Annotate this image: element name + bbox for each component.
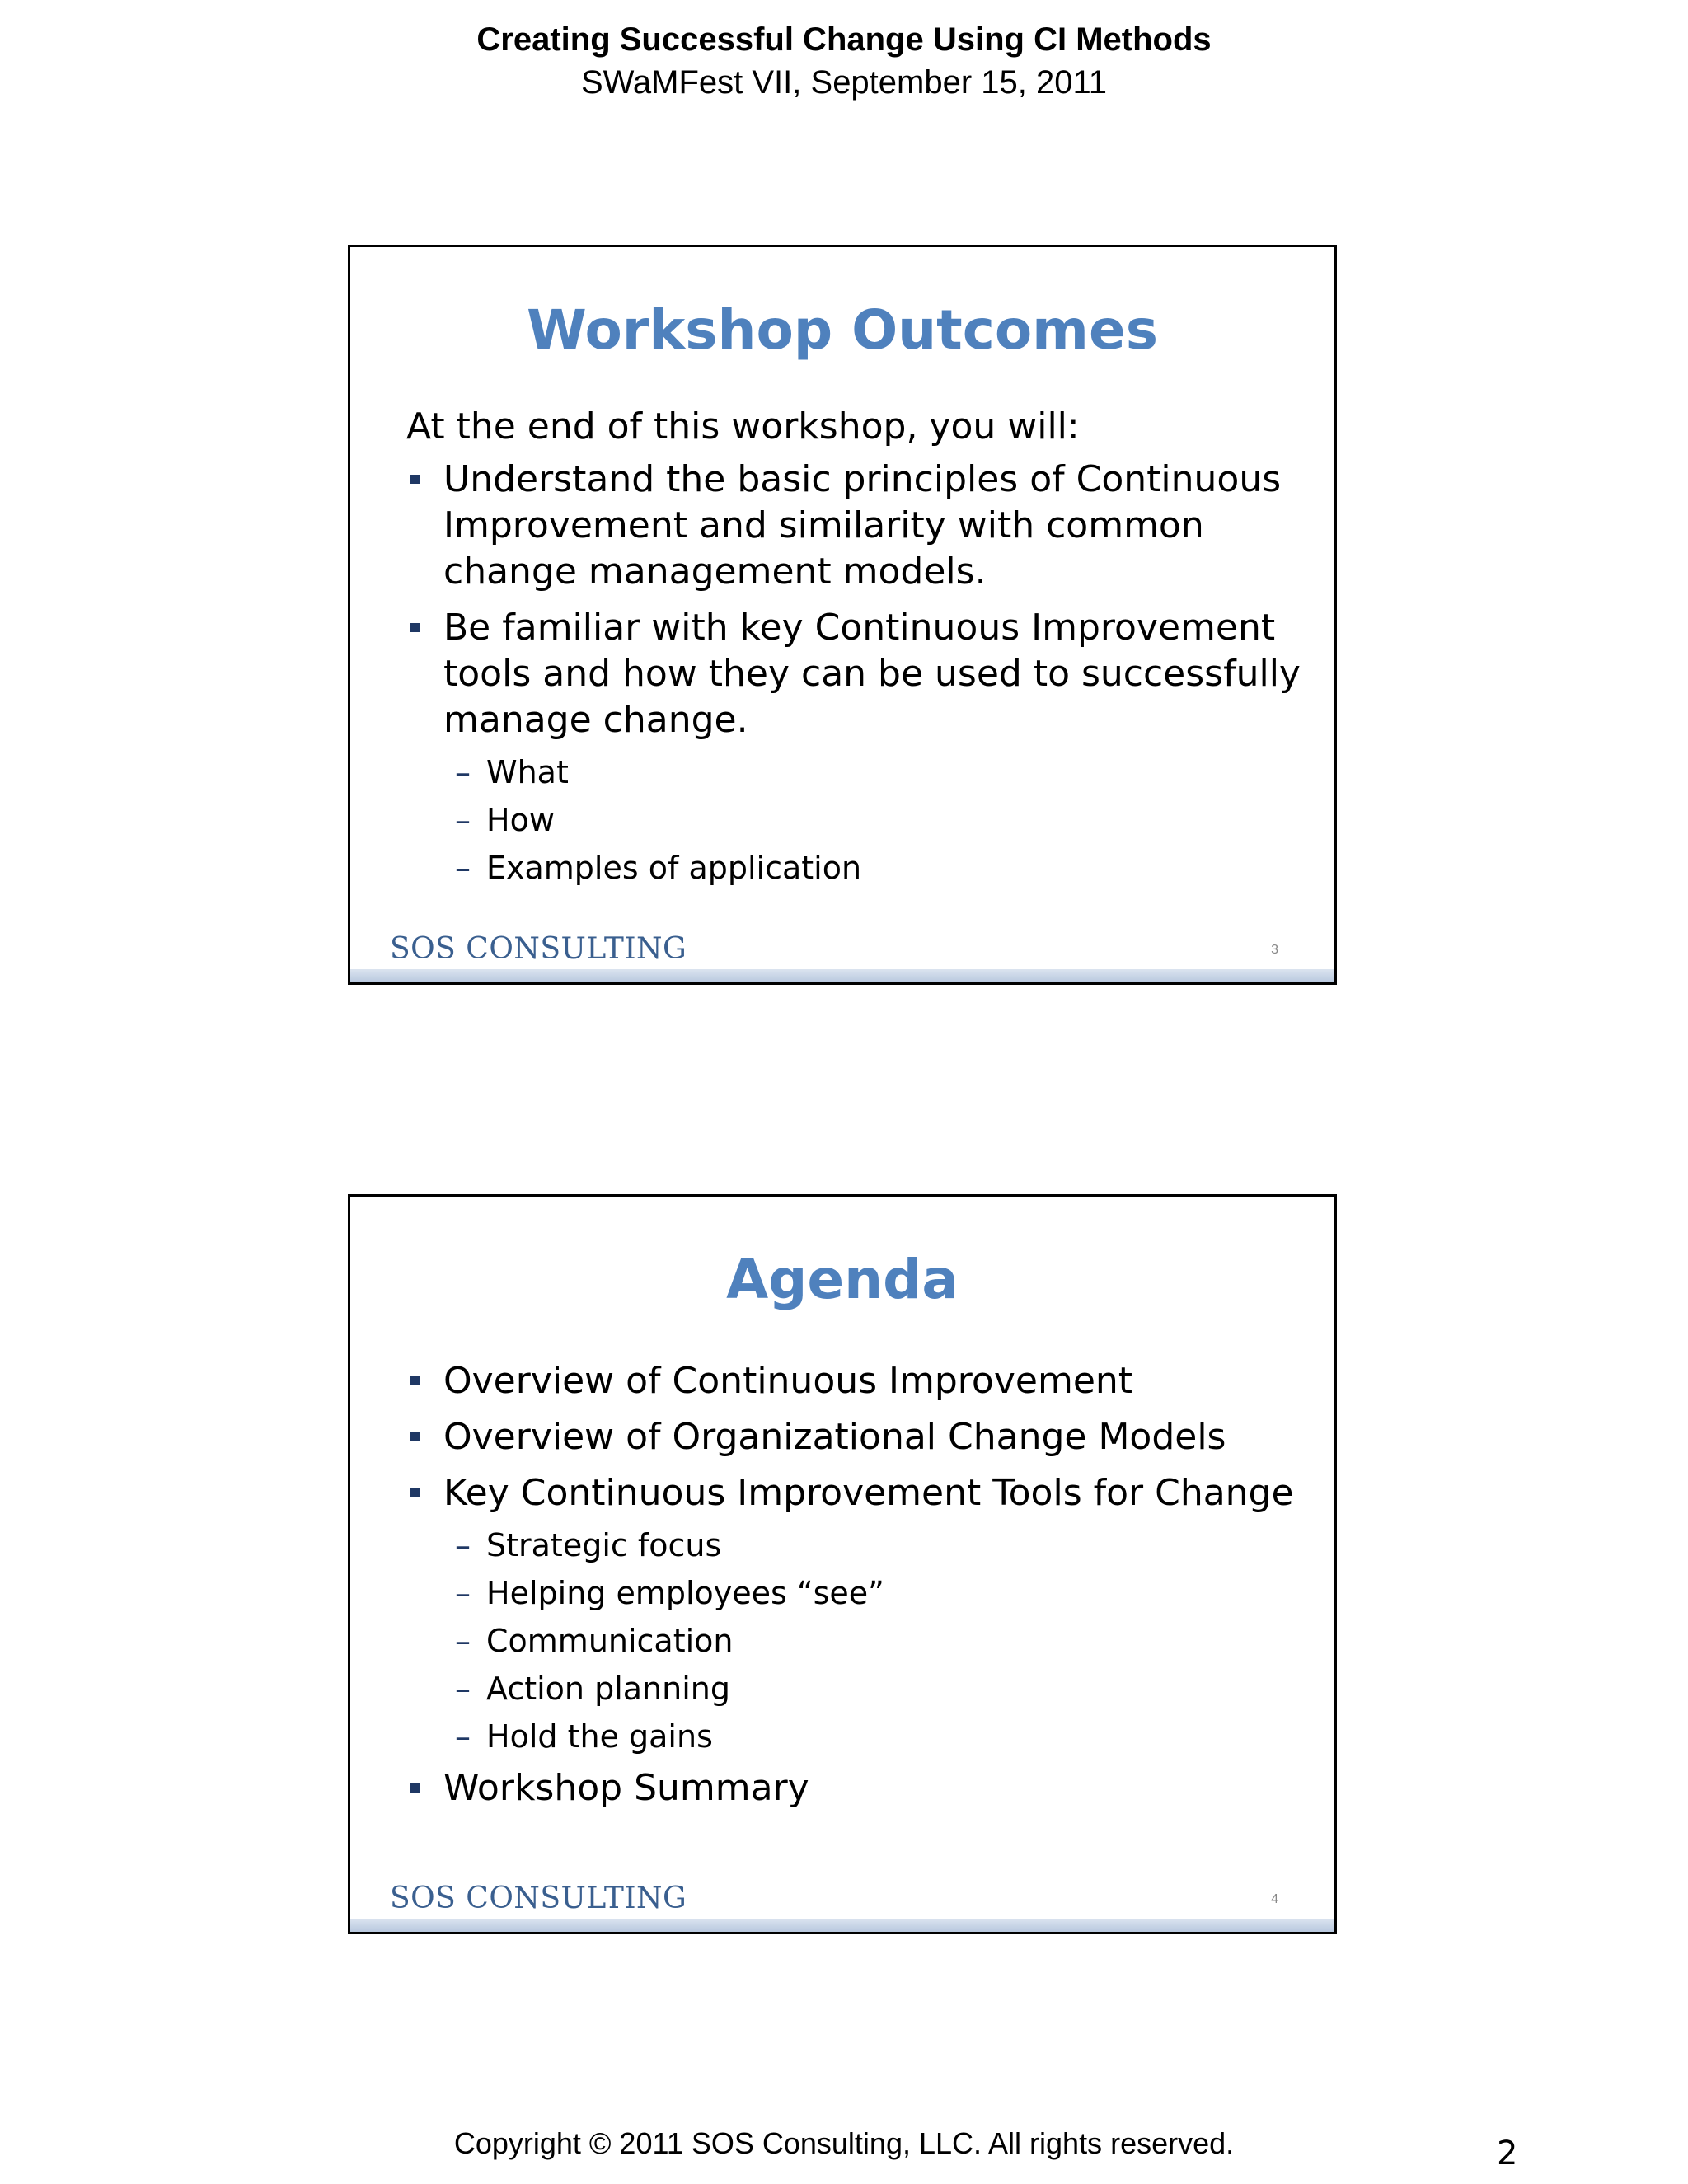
sub-bullet-list	[443, 1521, 1301, 1760]
sub-bullet-item	[443, 1665, 1301, 1713]
slide-agenda	[348, 1194, 1337, 1934]
sub-bullet-text: Helping employees “see”	[486, 1575, 884, 1611]
sub-bullet-text: Hold the gains	[486, 1718, 713, 1755]
sub-bullet-item	[443, 796, 1301, 844]
bullet-item	[406, 1414, 1301, 1460]
slide-body	[406, 1358, 1301, 1821]
document-header	[0, 18, 1688, 104]
sub-bullet-item	[443, 748, 1301, 796]
sub-bullet-text: Action planning	[486, 1671, 730, 1707]
bullet-text: Workshop Summary	[443, 1767, 809, 1809]
bullet-text: Overview of Continuous Improvement	[443, 1360, 1133, 1402]
bullet-item	[406, 457, 1301, 595]
bullet-item	[406, 1470, 1301, 1760]
dash-bullet-icon: –	[455, 802, 471, 838]
bullet-item	[406, 1765, 1301, 1811]
copyright-notice: Copyright © 2011 SOS Consulting, LLC. All rights reserved.	[453, 2126, 1235, 2160]
dash-bullet-icon: –	[455, 1671, 471, 1707]
slide-footer-band	[350, 1919, 1334, 1932]
slide-footer-band	[350, 969, 1334, 982]
sub-bullet-text: Examples of application	[486, 850, 862, 886]
sub-bullet-item	[443, 1617, 1301, 1665]
slide-title: Agenda	[726, 1248, 959, 1311]
square-bullet-icon	[410, 475, 420, 484]
sub-bullet-item	[443, 1569, 1301, 1617]
square-bullet-icon	[410, 623, 420, 632]
dash-bullet-icon: –	[455, 850, 471, 886]
slide-body	[406, 404, 1301, 902]
bullet-text: Overview of Organizational Change Models	[443, 1416, 1226, 1458]
square-bullet-icon	[410, 1432, 420, 1441]
sub-bullet-item	[443, 1713, 1301, 1760]
slide-workshop-outcomes	[348, 245, 1337, 985]
sub-bullet-text: Strategic focus	[486, 1527, 722, 1563]
dash-bullet-icon: –	[455, 1527, 471, 1563]
slide-number: 3	[1271, 943, 1278, 957]
dash-bullet-icon: –	[455, 1623, 471, 1659]
dash-bullet-icon: –	[455, 1718, 471, 1755]
sub-bullet-item	[443, 1521, 1301, 1569]
bullet-text: Understand the basic principles of Continuous Improvement and similarity with common change management models.	[443, 458, 1282, 593]
slide-number: 4	[1271, 1892, 1278, 1906]
bullet-text: Be familiar with key Continuous Improvement tools and how they can be used to successfully manage change.	[443, 607, 1301, 741]
square-bullet-icon	[410, 1783, 420, 1793]
slide-title: Workshop Outcomes	[527, 298, 1158, 362]
page-number: 2	[1497, 2135, 1518, 2172]
square-bullet-icon	[410, 1376, 420, 1385]
sub-bullet-item	[443, 844, 1301, 892]
company-logo: SOS CONSULTING	[390, 932, 687, 966]
company-logo: SOS CONSULTING	[390, 1882, 687, 1915]
document-subtitle: SWaMFest VII, September 15, 2011	[580, 64, 1108, 101]
bullet-list	[406, 1358, 1301, 1811]
dash-bullet-icon: –	[455, 754, 471, 790]
slide-intro: At the end of this workshop, you will:	[406, 405, 1080, 448]
bullet-item	[406, 605, 1301, 892]
bullet-text: Key Continuous Improvement Tools for Change	[443, 1472, 1294, 1514]
dash-bullet-icon: –	[455, 1575, 471, 1611]
sub-bullet-list	[443, 748, 1301, 892]
bullet-item	[406, 1358, 1301, 1404]
sub-bullet-text: Communication	[486, 1623, 734, 1659]
square-bullet-icon	[410, 1488, 420, 1497]
document-title: Creating Successful Change Using CI Methods	[476, 21, 1212, 58]
sub-bullet-text: How	[486, 802, 555, 838]
bullet-list	[406, 457, 1301, 892]
sub-bullet-text: What	[486, 754, 569, 790]
